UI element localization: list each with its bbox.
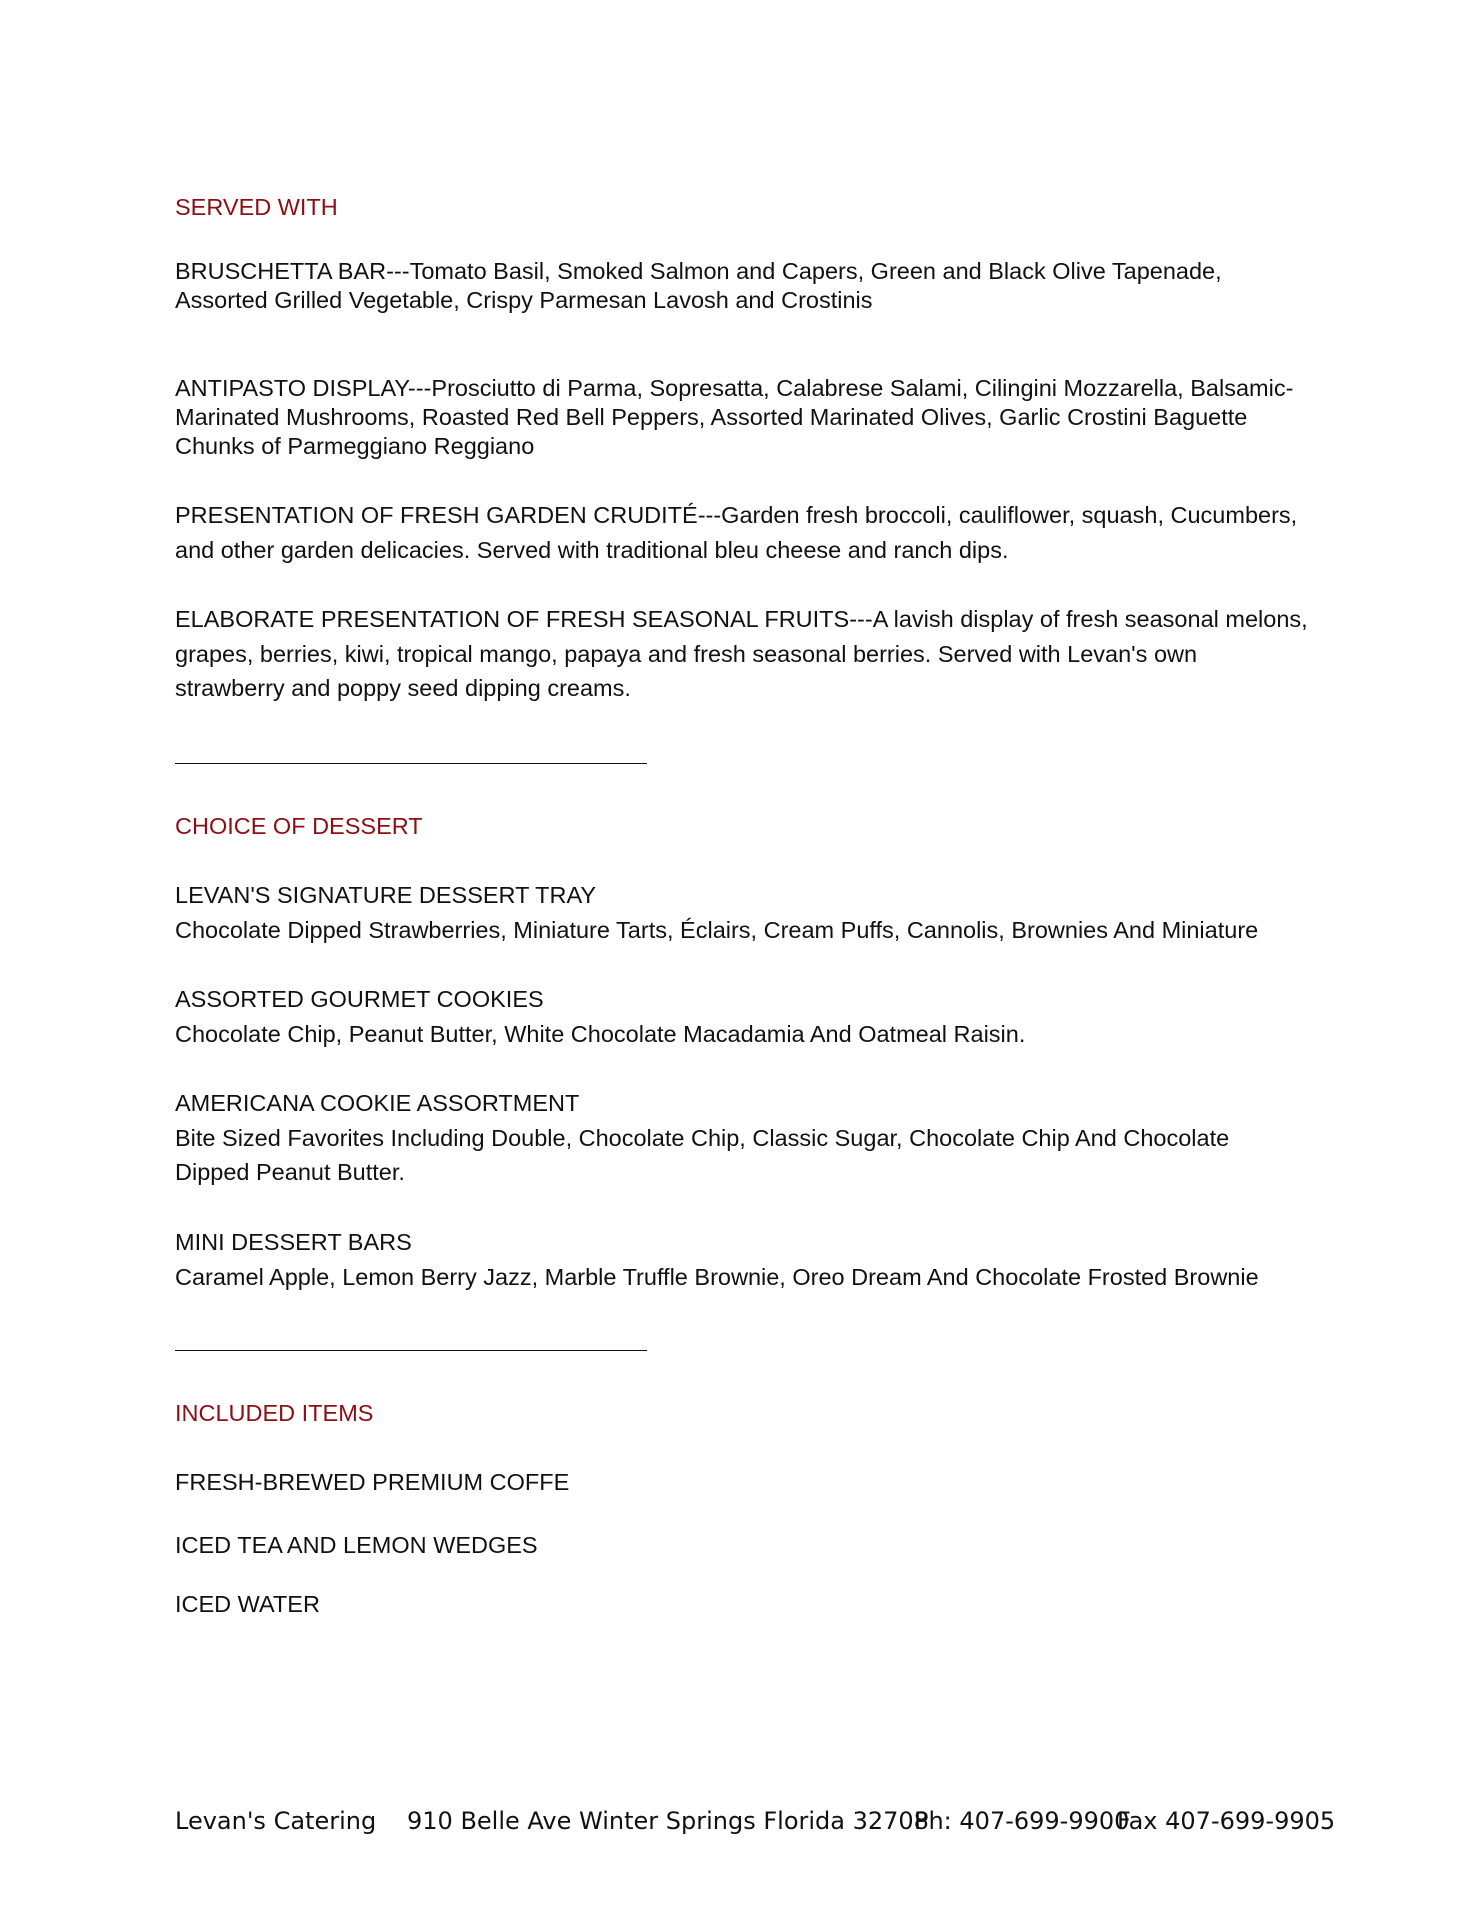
included-item-iced-water: ICED WATER [175, 1591, 320, 1617]
dessert-tray-desc: Chocolate Dipped Strawberries, Miniature Tarts, Éclairs, Cream Puffs, Cannolis, Brownies And Miniature [175, 916, 1259, 943]
gourmet-cookies-item [175, 982, 1325, 1051]
section-divider [175, 1350, 647, 1351]
footer-fax: Fax 407-699-9905 [1117, 1807, 1336, 1835]
bruschetta-line-2: Assorted Grilled Vegetable, Crispy Parmesan Lavosh and Crostinis [175, 287, 873, 313]
footer-phone: Ph: 407-699-9900 [914, 1807, 1130, 1835]
footer-company: Levan's Catering [175, 1807, 377, 1835]
included-heading: INCLUDED ITEMS [175, 1400, 374, 1426]
dessert-tray-item [175, 878, 1325, 947]
antipasto-line-2: Marinated Mushrooms, Roasted Red Bell Peppers, Assorted Marinated Olives, Garlic Crostini Baguette [175, 404, 1248, 430]
dessert-heading: CHOICE OF DESSERT [175, 813, 423, 839]
gourmet-cookies-desc: Chocolate Chip, Peanut Butter, White Chocolate Macadamia And Oatmeal Raisin. [175, 1020, 1026, 1047]
crudite-item [175, 498, 1325, 567]
bruschetta-line-1: BRUSCHETTA BAR---Tomato Basil, Smoked Salmon and Capers, Green and Black Olive Tapenade, [175, 258, 1222, 284]
seasonal-fruits-item [175, 602, 1325, 706]
fruits-line-1: ELABORATE PRESENTATION OF FRESH SEASONAL FRUITS---A lavish display of fresh seasonal melons, [175, 606, 1308, 632]
antipasto-display-item [175, 374, 1325, 461]
americana-desc-1: Bite Sized Favorites Including Double, Chocolate Chip, Classic Sugar, Chocolate Chip And Chocolate [175, 1124, 1230, 1151]
served-with-heading: SERVED WITH [175, 194, 338, 220]
dessert-tray-title: LEVAN'S SIGNATURE DESSERT TRAY [175, 882, 597, 908]
included-item-coffee: FRESH-BREWED PREMIUM COFFE [175, 1469, 570, 1495]
footer-address: 910 Belle Ave Winter Springs Florida 32708 [407, 1807, 929, 1835]
section-divider [175, 763, 647, 764]
americana-desc-2: Dipped Peanut Butter. [175, 1159, 405, 1185]
crudite-line-1: PRESENTATION OF FRESH GARDEN CRUDITÉ---Garden fresh broccoli, cauliflower, squash, Cucumbers, [175, 502, 1298, 528]
americana-cookie-item [175, 1086, 1325, 1190]
antipasto-line-3: Chunks of Parmeggiano Reggiano [175, 433, 535, 459]
mini-bars-desc: Caramel Apple, Lemon Berry Jazz, Marble Truffle Brownie, Oreo Dream And Chocolate Frosted Brownie [175, 1263, 1259, 1290]
americana-title: AMERICANA COOKIE ASSORTMENT [175, 1090, 580, 1116]
fruits-line-3: strawberry and poppy seed dipping creams. [175, 675, 631, 701]
mini-dessert-bars-item [175, 1225, 1325, 1294]
crudite-line-2: and other garden delicacies. Served with traditional bleu cheese and ranch dips. [175, 536, 1009, 563]
included-item-iced-tea: ICED TEA AND LEMON WEDGES [175, 1532, 538, 1558]
bruschetta-bar-item [175, 257, 1325, 315]
fruits-line-2: grapes, berries, kiwi, tropical mango, papaya and fresh seasonal berries. Served with Levan's own [175, 640, 1198, 667]
mini-bars-title: MINI DESSERT BARS [175, 1229, 412, 1255]
gourmet-cookies-title: ASSORTED GOURMET COOKIES [175, 986, 544, 1012]
antipasto-line-1: ANTIPASTO DISPLAY---Prosciutto di Parma, Sopresatta, Calabrese Salami, Cilingini Mozzarella, Balsamic- [175, 375, 1294, 401]
